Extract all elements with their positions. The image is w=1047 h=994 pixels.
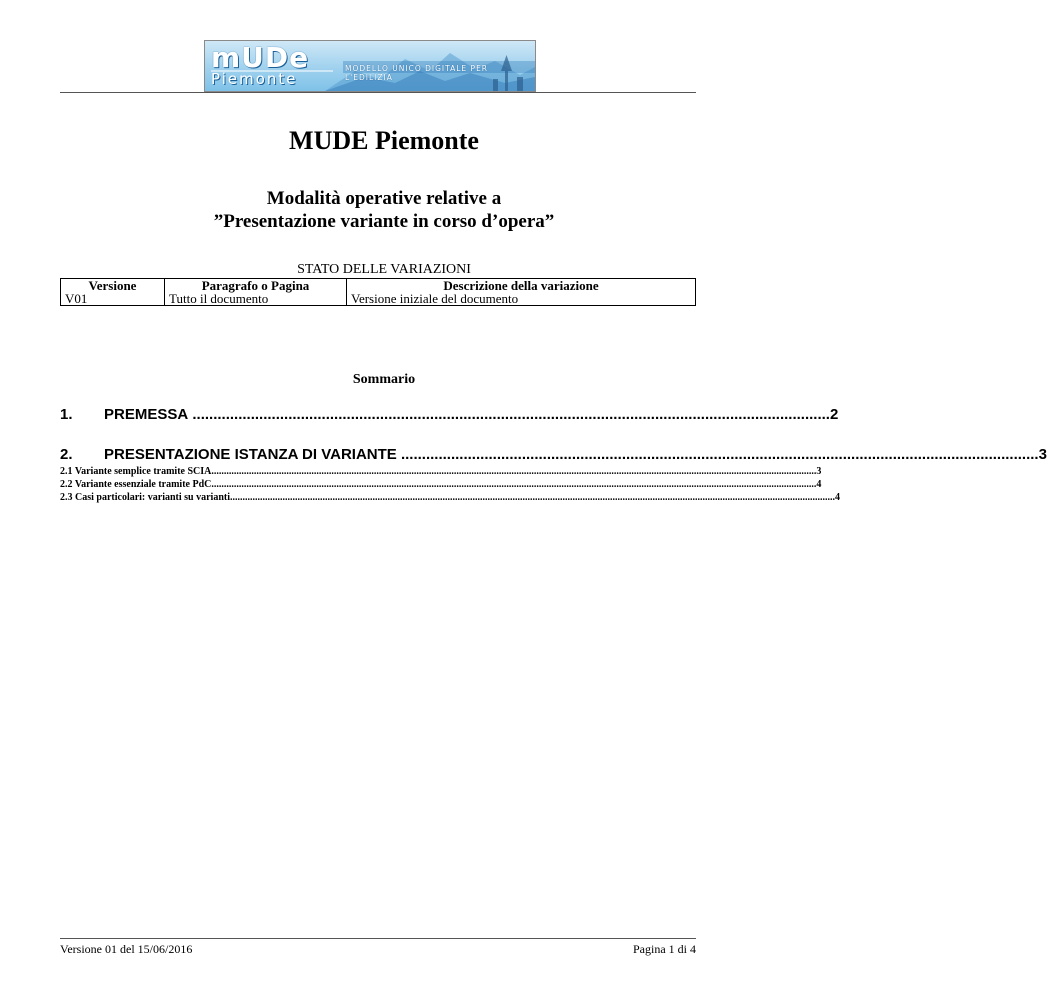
toc-leader-dots: .................................................................................................................................................................................................................................................. [230, 492, 835, 503]
toc-leader-dots: ......................................................................................................................................................... [188, 406, 830, 423]
toc-subentry-label: 2.3 Casi particolari: varianti su varianti [60, 492, 230, 503]
cell-paragrafo: Tutto il documento [165, 292, 347, 306]
toc-entry-page: 3 [1038, 446, 1047, 463]
cell-descrizione: Versione iniziale del documento [347, 292, 696, 306]
toc-subentry-label: 2.2 Variante essenziale tramite PdC [60, 479, 212, 490]
mude-piemonte-banner-logo [204, 40, 536, 92]
toc-subentry-scia[interactable] [60, 465, 822, 478]
toc-entry-premessa[interactable] [60, 406, 839, 424]
toc-leader-dots: .................................................................................................................................................................................................................................................. [211, 466, 817, 477]
toc-entry-number: 2. [60, 446, 73, 463]
toc-subentry-page: 4 [816, 479, 822, 490]
document-subtitle-line2: ”Presentazione variante in corso d’opera” [213, 211, 555, 232]
column-header-versione: Versione [61, 279, 165, 293]
header-divider [60, 92, 696, 93]
toc-subentry-pdc[interactable] [60, 478, 822, 491]
column-header-descrizione: Descrizione della variazione [347, 279, 696, 293]
toc-leader-dots: .................................................................................................................................................................................................................................................. [211, 479, 817, 490]
variations-table [60, 278, 696, 306]
logo-main-text: mUDe [211, 41, 310, 74]
cell-versione: V01 [61, 292, 165, 306]
footer-divider [60, 938, 696, 939]
document-subtitle-line1: Modalità operative relative a [266, 188, 502, 209]
toc-entry-presentazione-istanza[interactable] [60, 446, 1047, 464]
toc-subentry-page: 4 [835, 492, 840, 503]
table-row [61, 292, 696, 306]
toc-entry-label: PREMESSA [104, 406, 189, 423]
footer-version: Versione 01 del 15/06/2016 [60, 942, 193, 956]
document-title: MUDE Piemonte [289, 126, 479, 155]
logo-sub-text: Piemonte [211, 70, 298, 88]
column-header-paragrafo: Paragrafo o Pagina [165, 279, 347, 293]
toc-subentry-page: 3 [816, 466, 822, 477]
footer-page-number: Pagina 1 di 4 [633, 942, 696, 956]
toc-heading: Sommario [352, 372, 416, 387]
toc-entry-label: PRESENTAZIONE ISTANZA DI VARIANTE [104, 446, 397, 463]
logo-tagline: MODELLO UNICO DIGITALE PER L'EDILIZIA [345, 64, 489, 82]
variations-header-row [61, 279, 696, 293]
toc-entry-number: 1. [60, 406, 73, 423]
variations-caption: STATO DELLE VARIAZIONI [297, 262, 471, 277]
toc-subentry-varianti-su-varianti[interactable] [60, 491, 840, 504]
toc-entry-page: 2 [829, 406, 839, 423]
toc-subentry-label: 2.1 Variante semplice tramite SCIA [60, 466, 212, 477]
toc-leader-dots: ......................................................................................................................................................... [396, 446, 1039, 463]
